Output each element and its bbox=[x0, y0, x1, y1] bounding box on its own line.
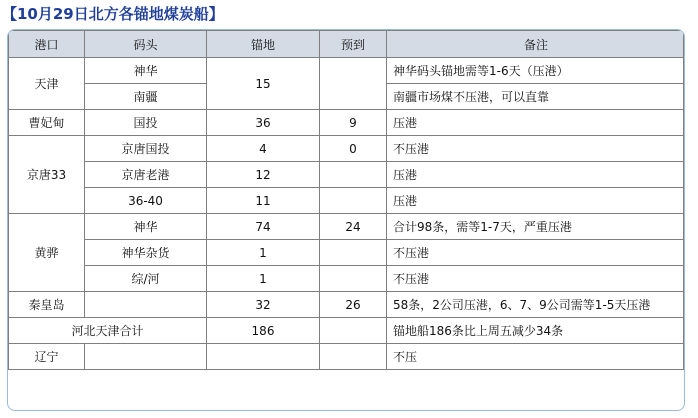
header-port: 港口 bbox=[9, 31, 85, 58]
port-cell: 辽宁 bbox=[9, 344, 85, 370]
terminal-cell: 36-40 bbox=[85, 188, 207, 214]
terminal-cell: 神华杂货 bbox=[85, 240, 207, 266]
table-row bbox=[9, 110, 684, 136]
note-cell: 不压 bbox=[387, 344, 684, 370]
expected-cell: 26 bbox=[320, 292, 387, 318]
anchorage-cell: 4 bbox=[207, 136, 320, 162]
header-anchorage: 锚地 bbox=[207, 31, 320, 58]
anchorage-cell: 1 bbox=[207, 266, 320, 292]
table-row bbox=[9, 214, 684, 240]
port-cell: 天津 bbox=[9, 58, 85, 110]
terminal-cell: 神华 bbox=[85, 214, 207, 240]
header-expected: 预到 bbox=[320, 31, 387, 58]
anchorage-table bbox=[8, 30, 684, 370]
expected-cell: 24 bbox=[320, 214, 387, 240]
table-row bbox=[9, 58, 684, 84]
page-title: 【10月29日北方各锚地煤炭船】 bbox=[2, 5, 224, 23]
port-cell: 曹妃甸 bbox=[9, 110, 85, 136]
anchorage-cell: 186 bbox=[207, 318, 320, 344]
table-row bbox=[9, 344, 684, 370]
expected-cell bbox=[320, 344, 387, 370]
terminal-cell bbox=[85, 292, 207, 318]
expected-cell bbox=[320, 240, 387, 266]
note-cell: 58条，2公司压港，6、7、9公司需等1-5天压港 bbox=[387, 292, 684, 318]
table-row bbox=[9, 318, 684, 344]
port-cell: 河北天津合计 bbox=[9, 318, 207, 344]
port-cell: 黄骅 bbox=[9, 214, 85, 292]
header-note: 备注 bbox=[387, 31, 684, 58]
expected-cell: 9 bbox=[320, 110, 387, 136]
anchorage-cell: 32 bbox=[207, 292, 320, 318]
header-row bbox=[9, 31, 684, 58]
header-terminal: 码头 bbox=[85, 31, 207, 58]
note-cell: 神华码头锚地需等1-6天（压港） bbox=[387, 58, 684, 84]
terminal-cell: 南疆 bbox=[85, 84, 207, 110]
note-cell: 压港 bbox=[387, 162, 684, 188]
table-row bbox=[9, 240, 684, 266]
terminal-cell: 京唐老港 bbox=[85, 162, 207, 188]
anchorage-cell: 11 bbox=[207, 188, 320, 214]
note-cell: 不压港 bbox=[387, 240, 684, 266]
anchorage-cell: 15 bbox=[207, 58, 320, 110]
port-cell: 秦皇岛 bbox=[9, 292, 85, 318]
anchorage-table-container bbox=[7, 29, 685, 411]
note-cell: 不压港 bbox=[387, 266, 684, 292]
table-row bbox=[9, 162, 684, 188]
note-cell: 南疆市场煤不压港，可以直靠 bbox=[387, 84, 684, 110]
expected-cell bbox=[320, 162, 387, 188]
anchorage-cell bbox=[207, 344, 320, 370]
expected-cell bbox=[320, 188, 387, 214]
table-row bbox=[9, 136, 684, 162]
terminal-cell: 京唐国投 bbox=[85, 136, 207, 162]
note-cell: 压港 bbox=[387, 110, 684, 136]
terminal-cell: 综/河 bbox=[85, 266, 207, 292]
expected-cell bbox=[320, 318, 387, 344]
note-cell: 合计98条，需等1-7天，严重压港 bbox=[387, 214, 684, 240]
expected-cell: 0 bbox=[320, 136, 387, 162]
terminal-cell: 国投 bbox=[85, 110, 207, 136]
anchorage-cell: 12 bbox=[207, 162, 320, 188]
table-row bbox=[9, 266, 684, 292]
expected-cell bbox=[320, 58, 387, 110]
anchorage-cell: 74 bbox=[207, 214, 320, 240]
note-cell: 锚地船186条比上周五减少34条 bbox=[387, 318, 684, 344]
terminal-cell: 神华 bbox=[85, 58, 207, 84]
anchorage-cell: 1 bbox=[207, 240, 320, 266]
expected-cell bbox=[320, 266, 387, 292]
table-row bbox=[9, 292, 684, 318]
note-cell: 压港 bbox=[387, 188, 684, 214]
terminal-cell bbox=[85, 344, 207, 370]
table-row bbox=[9, 188, 684, 214]
note-cell: 不压港 bbox=[387, 136, 684, 162]
anchorage-cell: 36 bbox=[207, 110, 320, 136]
port-cell: 京唐33 bbox=[9, 136, 85, 214]
